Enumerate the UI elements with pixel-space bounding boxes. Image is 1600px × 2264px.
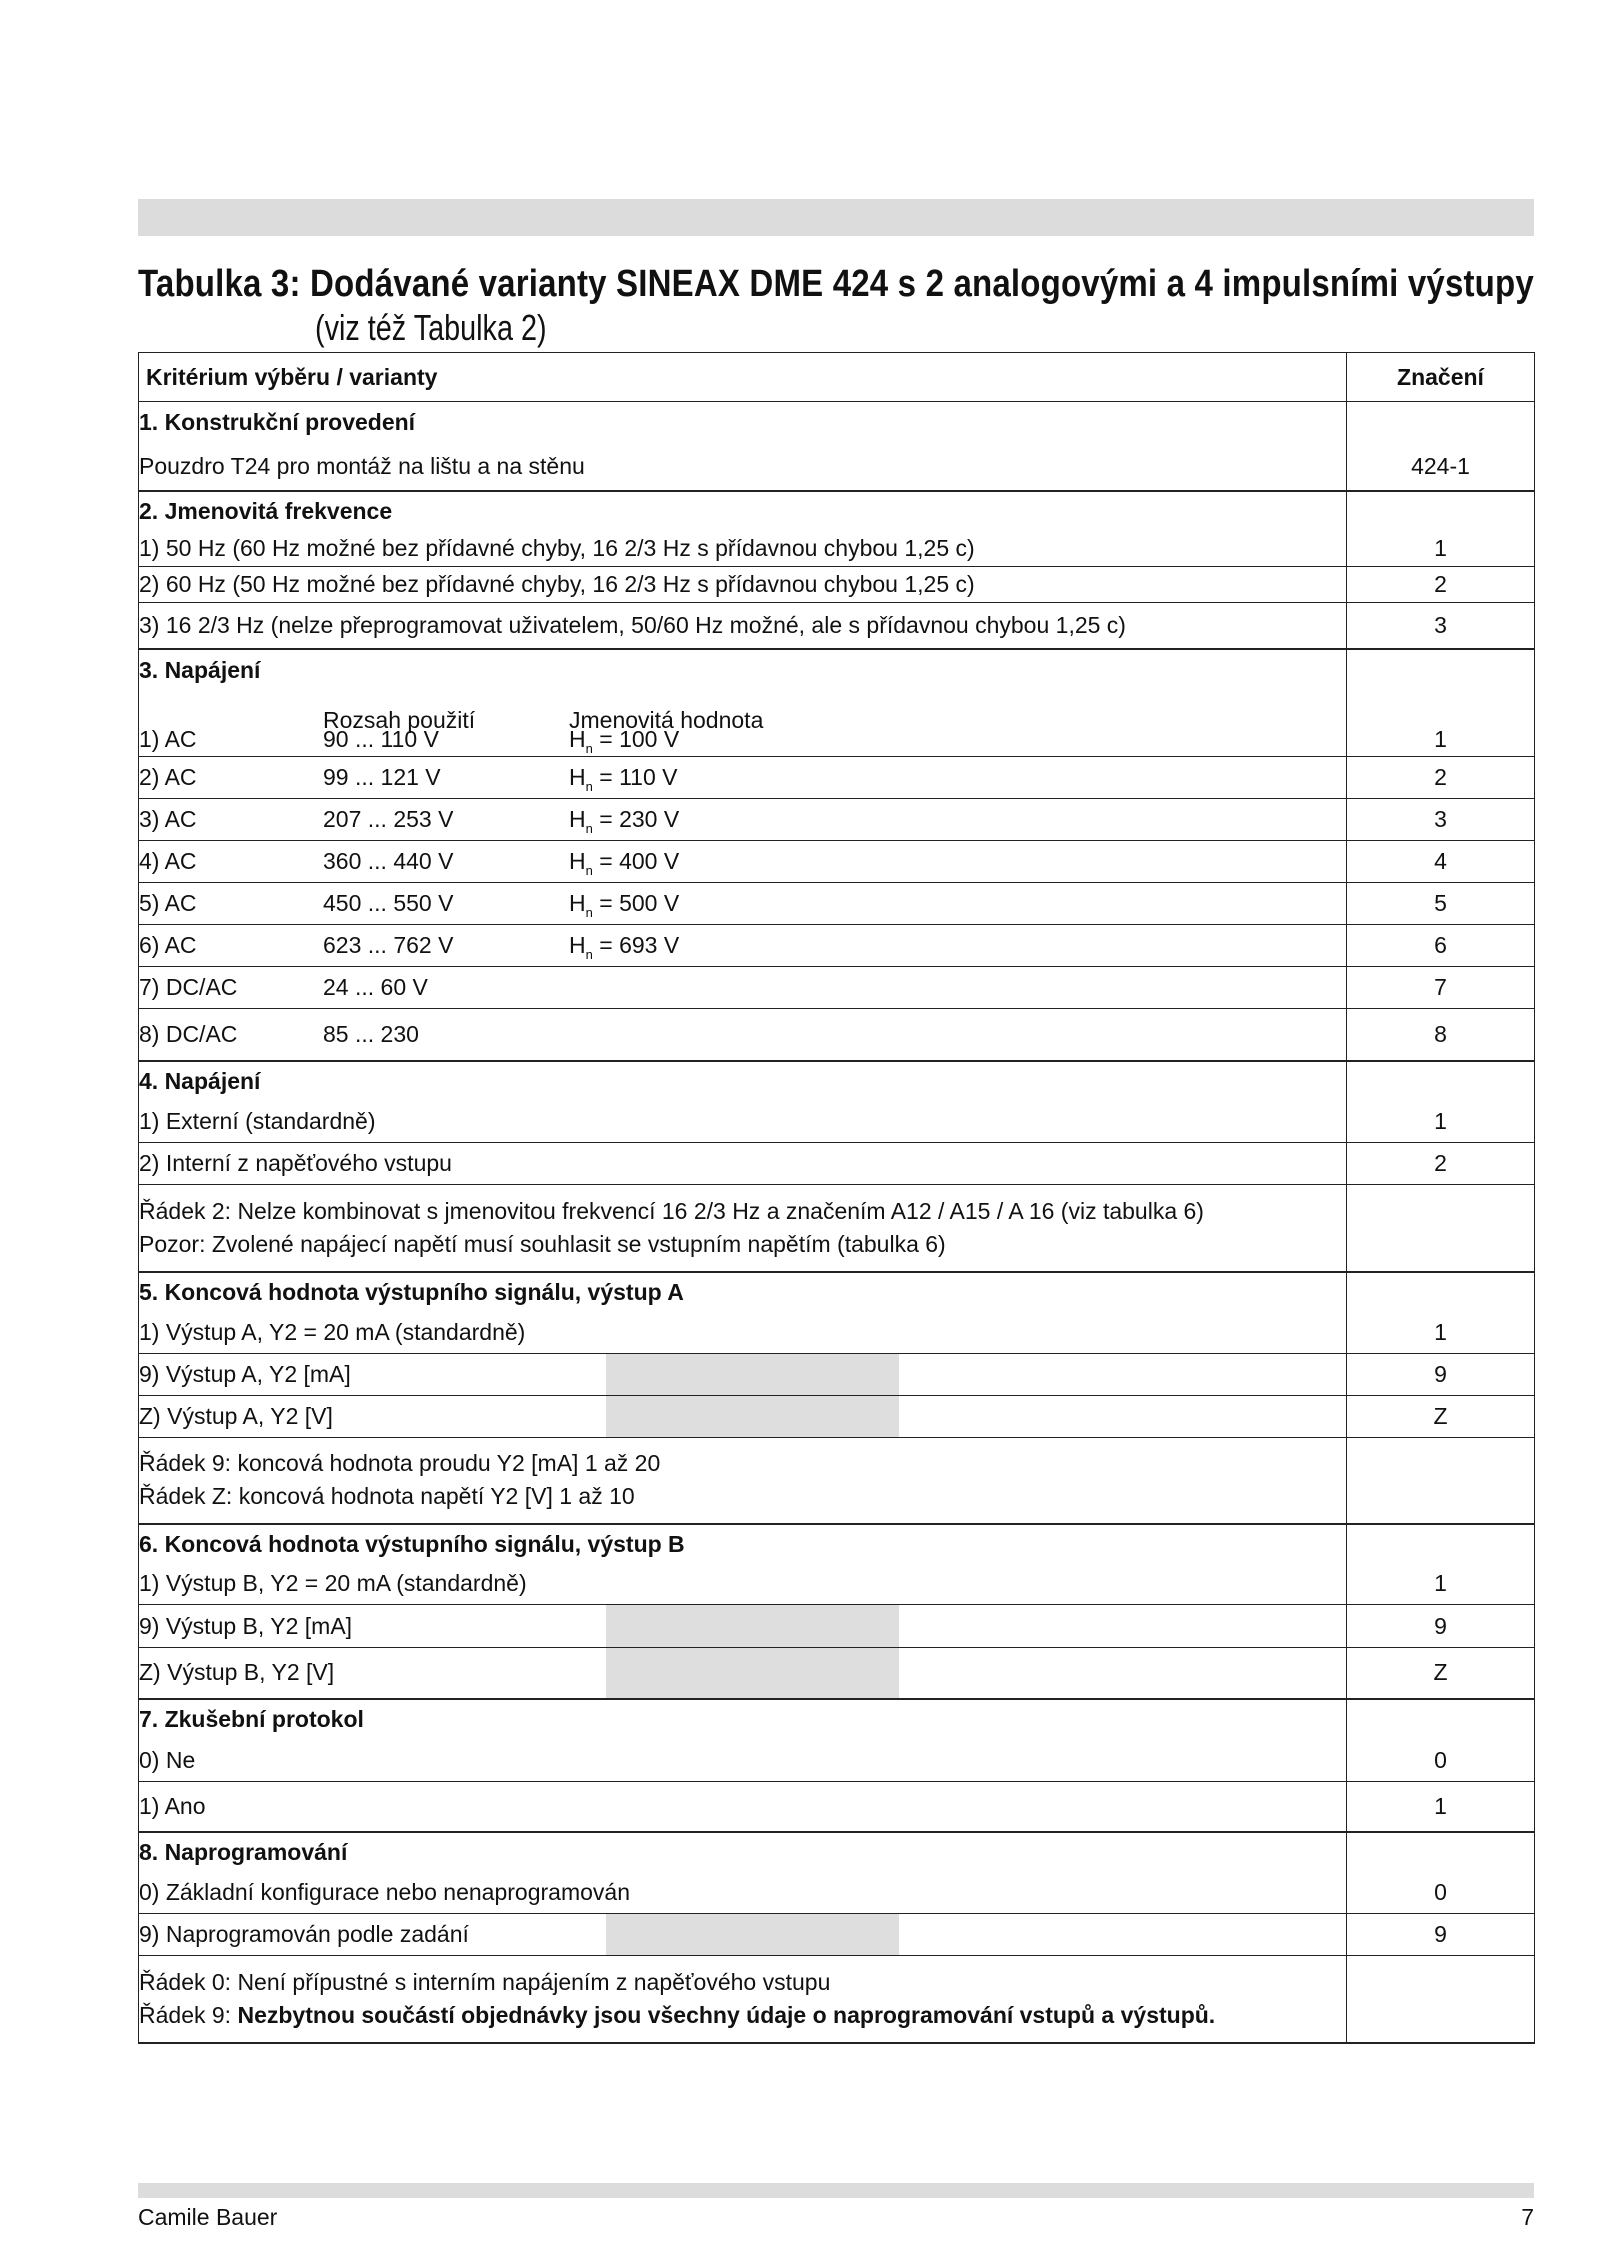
row-code: 9 bbox=[1347, 1605, 1535, 1648]
note-line: Řádek 9: koncová hodnota proudu Y2 [mA] 1 až 20 bbox=[139, 1450, 661, 1477]
supply-range: 90 ... 110 V bbox=[323, 725, 439, 752]
row-label: 0) Ne bbox=[139, 1740, 1347, 1782]
table-header-row bbox=[139, 353, 1535, 402]
section-title-row bbox=[139, 1699, 1535, 1740]
supply-range: 623 ... 762 V bbox=[323, 932, 454, 958]
table-row bbox=[139, 531, 1535, 567]
table-row bbox=[139, 1564, 1535, 1605]
row-label: 9) Výstup B, Y2 [mA] bbox=[139, 1612, 353, 1639]
supply-type: 8) DC/AC bbox=[139, 1020, 238, 1047]
row-label: Z) Výstup A, Y2 [V] bbox=[139, 1403, 333, 1429]
row-label: Z) Výstup B, Y2 [V] bbox=[139, 1659, 335, 1686]
note-line: Řádek Z: koncová hodnota napětí Y2 [V] 1 až 10 bbox=[139, 1483, 635, 1510]
section-5-title: 5. Koncová hodnota výstupního signálu, výstup A bbox=[139, 1272, 1347, 1313]
row-code: 1 bbox=[1347, 531, 1535, 567]
note-line: Řádek 0: Není přípustné s interním napájením z napěťového vstupu bbox=[139, 1968, 831, 1995]
supply-range: 207 ... 253 V bbox=[323, 806, 454, 832]
value-entry-box bbox=[606, 1396, 899, 1437]
row-code: Z bbox=[1347, 1648, 1535, 1699]
value-entry-box bbox=[606, 1914, 899, 1955]
row-label: Pouzdro T24 pro montáž na lištu a na stěnu bbox=[139, 443, 1347, 491]
footer-bar bbox=[138, 2183, 1534, 2198]
section-title-row bbox=[139, 649, 1535, 691]
section-1-title: 1. Konstrukční provedení bbox=[139, 402, 1347, 443]
table-row bbox=[139, 603, 1535, 649]
table-row bbox=[139, 1648, 1535, 1699]
range-column-label: Rozsah použití bbox=[323, 706, 476, 733]
row-code: 7 bbox=[1347, 967, 1535, 1009]
section-3-title: 3. Napájení bbox=[139, 649, 1347, 691]
table-row bbox=[139, 1782, 1535, 1832]
row-code: 6 bbox=[1347, 925, 1535, 967]
section-title-row bbox=[139, 402, 1535, 443]
row-code: 9 bbox=[1347, 1914, 1535, 1956]
row-label: 2) 60 Hz (50 Hz možné bez přídavné chyby, 16 2/3 Hz s přídavnou chybou 1,25 c) bbox=[139, 567, 1347, 603]
supply-range: 450 ... 550 V bbox=[323, 890, 454, 916]
section-6-title: 6. Koncová hodnota výstupního signálu, výstup B bbox=[139, 1524, 1347, 1564]
column-labels-row bbox=[139, 691, 1535, 723]
value-entry-box bbox=[606, 1648, 899, 1698]
table-row bbox=[139, 1914, 1535, 1956]
section-2-title: 2. Jmenovitá frekvence bbox=[139, 491, 1347, 531]
row-code: 8 bbox=[1347, 1009, 1535, 1061]
value-entry-box bbox=[606, 1605, 899, 1647]
row-label: 1) Výstup A, Y2 = 20 mA (standardně) bbox=[139, 1313, 1347, 1354]
supply-nominal: $H_n = 100$ V bbox=[569, 725, 680, 756]
row-code: 1 bbox=[1347, 723, 1535, 757]
section-7-title: 7. Zkušební protokol bbox=[139, 1699, 1347, 1740]
row-code: 5 bbox=[1347, 883, 1535, 925]
table-row bbox=[139, 1143, 1535, 1185]
supply-type: 7) DC/AC bbox=[139, 974, 238, 1000]
table-row bbox=[139, 967, 1535, 1009]
row-label: 1) Výstup B, Y2 = 20 mA (standardně) bbox=[139, 1564, 1347, 1605]
top-bar bbox=[138, 199, 1534, 236]
table-row bbox=[139, 925, 1535, 967]
table-row bbox=[139, 1354, 1535, 1396]
row-code: 1 bbox=[1347, 1313, 1535, 1354]
section-8-title: 8. Naprogramování bbox=[139, 1832, 1347, 1872]
row-code: 3 bbox=[1347, 603, 1535, 649]
row-code: 424-1 bbox=[1347, 443, 1535, 491]
row-label: 3) 16 2/3 Hz (nelze přeprogramovat uživatelem, 50/60 Hz možné, ale s přídavnou chybou 1,25 c) bbox=[139, 603, 1347, 649]
row-code: 3 bbox=[1347, 799, 1535, 841]
table-row bbox=[139, 1872, 1535, 1914]
header-marking: Značení bbox=[1347, 353, 1535, 402]
supply-type: 1) AC bbox=[139, 725, 197, 752]
table-row bbox=[139, 443, 1535, 491]
section-4-title: 4. Napájení bbox=[139, 1061, 1347, 1102]
note-line: Řádek 2: Nelze kombinovat s jmenovitou frekvencí 16 2/3 Hz a značením A12 / A15 / A 16 (viz tabulka 6) bbox=[139, 1197, 1204, 1224]
footer-company: Camile Bauer bbox=[138, 2204, 278, 2230]
table-title-box bbox=[138, 262, 1534, 310]
supply-type: 6) AC bbox=[139, 932, 197, 958]
table-row bbox=[139, 841, 1535, 883]
row-code: Z bbox=[1347, 1396, 1535, 1438]
row-code: 1 bbox=[1347, 1564, 1535, 1605]
notes-row bbox=[139, 1438, 1535, 1524]
variants-table bbox=[138, 352, 1535, 2044]
table-row bbox=[139, 883, 1535, 925]
note-line: Pozor: Zvolené napájecí napětí musí souhlasit se vstupním napětím (tabulka 6) bbox=[139, 1230, 946, 1257]
table-subtitle: (viz též Tabulka 2) bbox=[315, 307, 547, 348]
table-row bbox=[139, 567, 1535, 603]
table-row bbox=[139, 1396, 1535, 1438]
supply-range: 85 ... 230 bbox=[323, 1020, 419, 1047]
row-code: 1 bbox=[1347, 1782, 1535, 1832]
supply-nominal: $H_n = 230$ V bbox=[569, 806, 680, 836]
nominal-column-label: Jmenovitá hodnota bbox=[569, 706, 764, 733]
section-title-row bbox=[139, 1832, 1535, 1872]
supply-range: 24 ... 60 V bbox=[323, 974, 428, 1000]
row-label: 1) Ano bbox=[139, 1782, 1347, 1832]
row-label: 2) Interní z napěťového vstupu bbox=[139, 1143, 1347, 1185]
supply-range: 360 ... 440 V bbox=[323, 848, 454, 874]
section-title-row bbox=[139, 1524, 1535, 1564]
table-title: Tabulka 3: Dodávané varianty SINEAX DME 424 s 2 analogovými a 4 impulsními výstupy bbox=[138, 263, 1534, 305]
section-title-row bbox=[139, 1272, 1535, 1313]
row-label: 9) Naprogramován podle zadání bbox=[139, 1921, 469, 1947]
table-row bbox=[139, 723, 1535, 757]
row-code: 0 bbox=[1347, 1740, 1535, 1782]
supply-type: 4) AC bbox=[139, 848, 197, 874]
note-line: Řádek 9: Nezbytnou součástí objednávky jsou všechny údaje o naprogramování vstupů a výstupů. bbox=[139, 2001, 1216, 2028]
row-code: 4 bbox=[1347, 841, 1535, 883]
row-code: 2 bbox=[1347, 1143, 1535, 1185]
row-code: 0 bbox=[1347, 1872, 1535, 1914]
row-code: 1 bbox=[1347, 1102, 1535, 1143]
section-title-row bbox=[139, 1061, 1535, 1102]
table-row bbox=[139, 1313, 1535, 1354]
supply-nominal: $H_n = 400$ V bbox=[569, 848, 680, 878]
supply-type: 2) AC bbox=[139, 764, 197, 790]
notes-row bbox=[139, 1185, 1535, 1272]
supply-nominal: $H_n = 693$ V bbox=[569, 932, 680, 962]
supply-type: 5) AC bbox=[139, 890, 197, 916]
page-number: 7 bbox=[1521, 2204, 1534, 2230]
header-criterion: Kritérium výběru / varianty bbox=[139, 353, 1347, 402]
row-code: 2 bbox=[1347, 757, 1535, 799]
value-entry-box bbox=[606, 1354, 899, 1395]
table-row bbox=[139, 1740, 1535, 1782]
table-row bbox=[139, 799, 1535, 841]
row-label: 1) Externí (standardně) bbox=[139, 1102, 1347, 1143]
section-title-row bbox=[139, 491, 1535, 531]
row-code: 2 bbox=[1347, 567, 1535, 603]
table-row bbox=[139, 1605, 1535, 1648]
supply-nominal: $H_n = 110$ V bbox=[569, 764, 678, 794]
table-row bbox=[139, 1009, 1535, 1061]
row-code: 9 bbox=[1347, 1354, 1535, 1396]
table-row bbox=[139, 757, 1535, 799]
row-label: 1) 50 Hz (60 Hz možné bez přídavné chyby, 16 2/3 Hz s přídavnou chybou 1,25 c) bbox=[139, 531, 1347, 567]
table-row bbox=[139, 1102, 1535, 1143]
supply-range: 99 ... 121 V bbox=[323, 764, 441, 790]
supply-type: 3) AC bbox=[139, 806, 197, 832]
row-label: 9) Výstup A, Y2 [mA] bbox=[139, 1361, 351, 1387]
notes-row bbox=[139, 1956, 1535, 2043]
supply-nominal: $H_n = 500$ V bbox=[569, 890, 680, 920]
row-label: 0) Základní konfigurace nebo nenaprogramován bbox=[139, 1872, 1347, 1914]
